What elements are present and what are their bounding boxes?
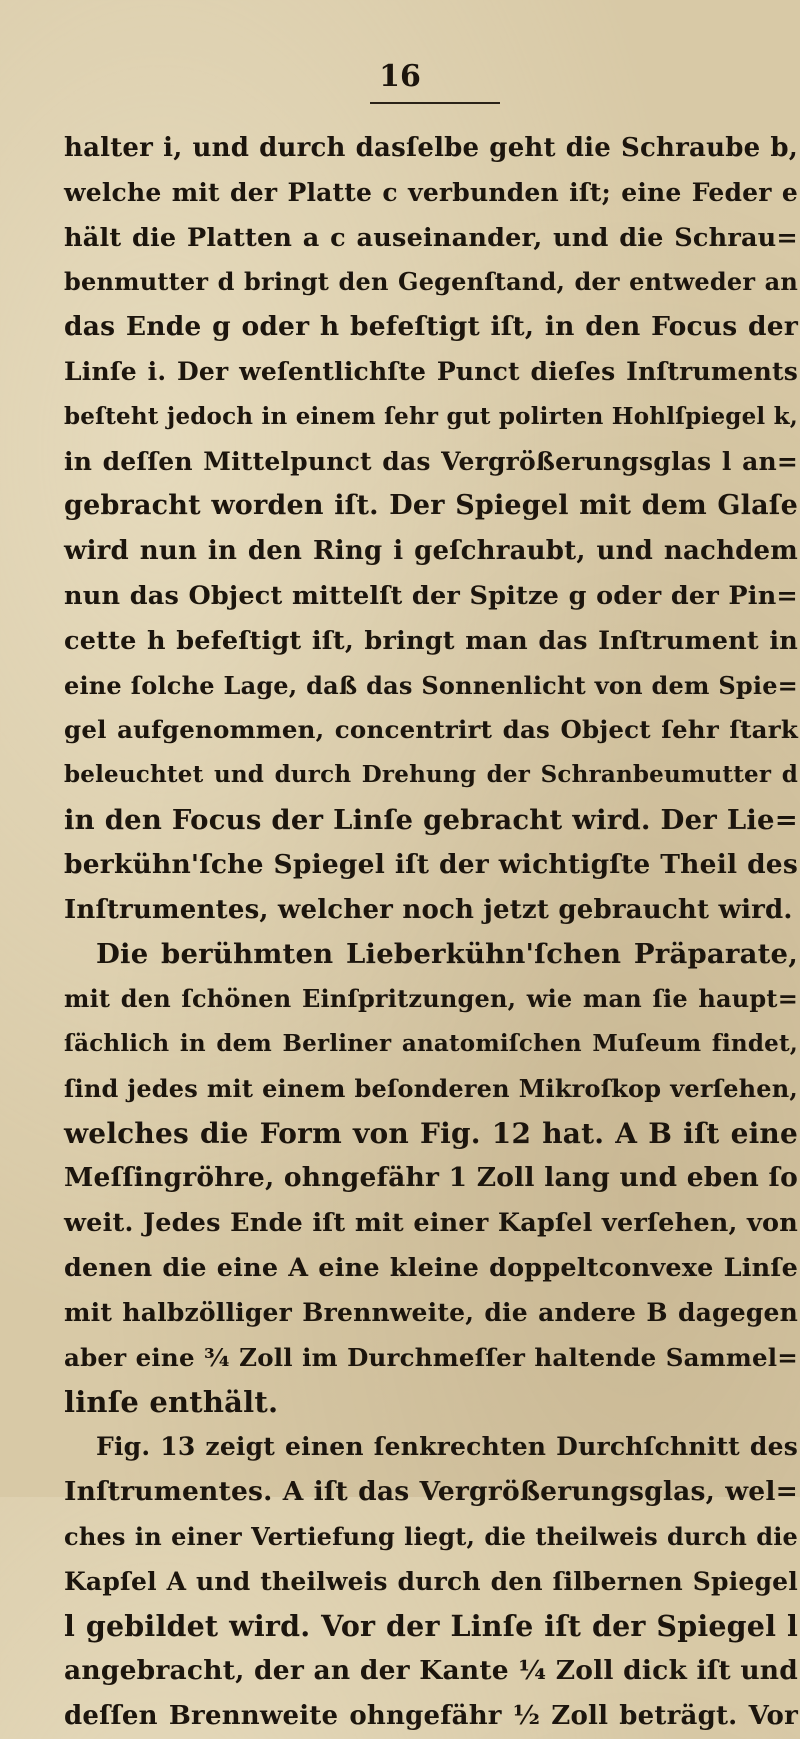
text-line: Fig. 13 zeigt einen ſenkrechten Durchſchnitt des: [96, 1432, 798, 1462]
text-line: benmutter d bringt den Gegenſtand, der entweder an: [64, 267, 798, 297]
text-line: gel aufgenommen, concentrirt das Object ſehr ſtark: [64, 715, 798, 745]
text-line: wird nun in den Ring i geſchraubt, und nachdem: [64, 536, 798, 567]
text-line: linſe enthält.: [64, 1385, 279, 1420]
text-line: denen die eine A eine kleine doppeltconvexe Linſe: [64, 1252, 798, 1283]
text-line: welche mit der Platte c verbunden iſt; eine Feder e: [64, 177, 798, 207]
text-line: beſteht jedoch in einem ſehr gut polirten Hohlſpiegel k,: [64, 402, 798, 430]
text-line: weit. Jedes Ende iſt mit einer Kapſel verſehen, von: [64, 1208, 798, 1239]
text-line: Linſe i. Der weſentlichſte Punct dieſes Inſtruments: [64, 356, 798, 386]
text-line: beleuchtet und durch Drehung der Schranbeumutter d: [64, 761, 798, 789]
text-line: Kapſel A und theilweis durch den ſilbernen Spiegel: [64, 1566, 798, 1596]
text-line: cette h befeſtigt iſt, bringt man das Inſtrument in: [64, 625, 798, 656]
text-line: ſind jedes mit einem beſonderen Mikroſkop verſehen,: [64, 1073, 798, 1103]
text-line: halter i, und durch dasſelbe geht die Schraube b,: [64, 133, 798, 163]
text-line: Die berühmten Lieberkühn'ſchen Präparate,: [96, 938, 798, 971]
page-number: 16: [379, 59, 421, 94]
text-line: Inſtrumentes, welcher noch jetzt gebraucht wird.: [64, 894, 793, 925]
text-line: in deſſen Mittelpunct das Vergrößerungsglas l an=: [64, 446, 798, 476]
text-line: aber eine ¾ Zoll im Durchmeſſer haltende Sammel=: [64, 1342, 798, 1372]
text-line: hält die Platten a c auseinander, und die Schrau=: [64, 222, 798, 253]
text-line: berkühn'ſche Spiegel iſt der wichtigſte Theil des: [64, 848, 798, 880]
text-line: l gebildet wird. Vor der Linſe iſt der Spiegel l: [64, 1609, 798, 1644]
text-line: das Ende g oder h befeſtigt iſt, in den Focus der: [64, 311, 798, 343]
text-line: in den Focus der Linſe gebracht wird. Der Lie=: [64, 803, 798, 836]
text-line: Meſſingröhre, ohngefähr 1 Zoll lang und eben ſo: [64, 1162, 798, 1194]
text-line: nun das Object mittelſt der Spitze g oder der Pin=: [64, 580, 798, 611]
text-line: angebracht, der an der Kante ¼ Zoll dick iſt und: [64, 1655, 798, 1687]
text-line: ſächlich in dem Berliner anatomiſchen Muſeum findet,: [64, 1029, 798, 1057]
text-line: mit den ſchönen Einſpritzungen, wie man ſie haupt=: [64, 984, 798, 1014]
page-header: [370, 59, 510, 94]
text-line: welches die Form von Fig. 12 hat. A B iſt eine: [64, 1116, 798, 1150]
text-line: Inſtrumentes. A iſt das Vergrößerungsglas, wel=: [64, 1475, 798, 1507]
text-line: gebracht worden iſt. Der Spiegel mit dem Glaſe: [64, 490, 798, 522]
header-rule: [370, 102, 500, 104]
text-line: ches in einer Vertiefung liegt, die theilweis durch die: [64, 1521, 798, 1551]
text-line: deſſen Brennweite ohngefähr ½ Zoll beträgt. Vor: [64, 1700, 798, 1731]
text-line: mit halbzölliger Brennweite, die andere B dagegen: [64, 1297, 798, 1327]
text-line: eine ſolche Lage, daß das Sonnenlicht von dem Spie=: [64, 670, 798, 700]
